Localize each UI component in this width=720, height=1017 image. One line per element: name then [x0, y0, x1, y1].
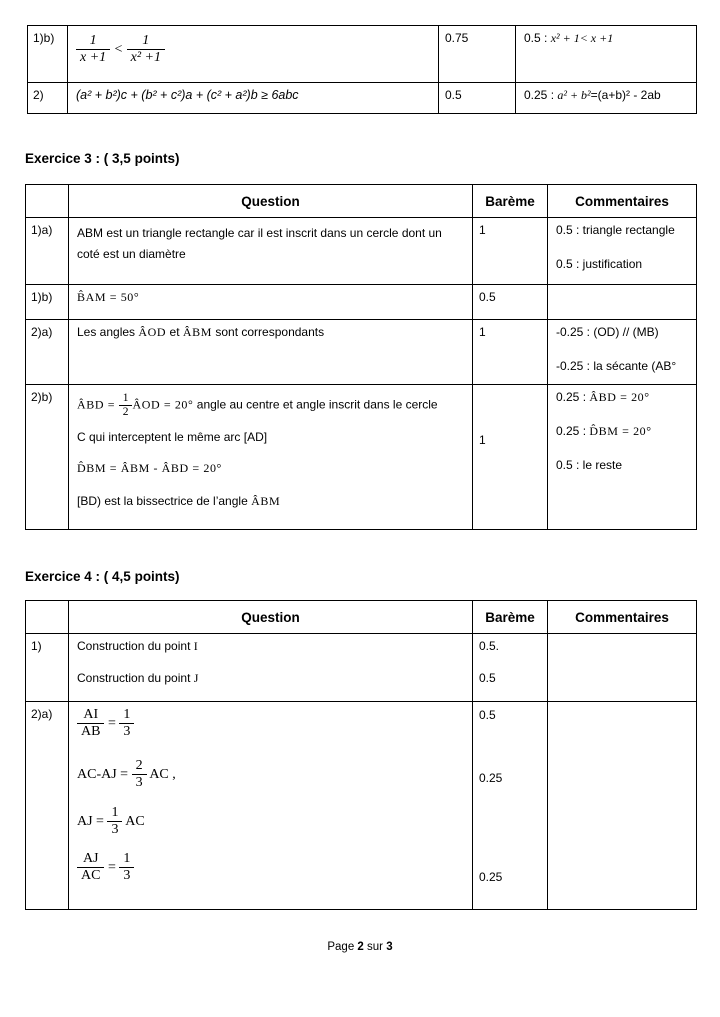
question-cell: [69, 385, 473, 530]
row-label: 1)b): [28, 26, 68, 83]
table-row: [26, 320, 697, 385]
fraction-left: $\frac{1}{x +1}$: [76, 33, 110, 66]
angle-name: ÂBM: [251, 494, 281, 509]
header-row: [26, 185, 697, 218]
exercise2-continuation-table: [27, 25, 697, 114]
point-letter: I: [193, 639, 198, 653]
row-label: 1): [26, 634, 69, 702]
point-letter: J: [193, 671, 199, 685]
comment-cell: [548, 702, 697, 910]
question-cell: [68, 26, 439, 83]
row-label: 2)a): [26, 320, 69, 385]
bareme-value: 0.25: [479, 771, 503, 785]
row-label: 1)b): [26, 285, 69, 320]
question-cell: [69, 285, 473, 320]
table-row: [26, 285, 697, 320]
question-cell: [69, 634, 473, 702]
inequality-formula: (a² + b²)c + (b² + c²)a + (c² + a²)b ≥ 6abc: [76, 88, 299, 102]
comment-cell: 0.25 : a² + b²=(a+b)² - 2ab: [516, 83, 697, 114]
table-row: [28, 83, 697, 114]
bareme-cell: [473, 702, 548, 910]
table-row: [28, 26, 697, 83]
bareme-value: 0.5: [479, 671, 496, 685]
exercise4-title: Exercice 4 : ( 4,5 points): [25, 569, 180, 584]
question-line: Construction du point J: [77, 671, 199, 685]
footer-text: sur: [367, 941, 384, 953]
formula-aj-ac: $\frac{AJ}{AC}$ = $\frac{1}{3}$: [77, 851, 464, 884]
row-label: 2)a): [26, 702, 69, 910]
formula-ai-ab: $\frac{AI}{AB}$ = $\frac{1}{3}$: [77, 707, 464, 740]
comment-line: 0.25 : ÂBD = 20°: [556, 390, 650, 404]
question-cell: [68, 83, 439, 114]
comment-cell: 0.5 : x² + 1< x +1: [516, 26, 697, 83]
question-line: Construction du point I: [77, 639, 198, 653]
question-line: C qui interceptent le même arc [AD]: [77, 430, 268, 445]
bareme-header: Barème: [473, 601, 548, 634]
question-header: Question: [69, 601, 473, 634]
header-row: [26, 601, 697, 634]
question-header: Question: [69, 185, 473, 218]
comment-cell: [548, 634, 697, 702]
row-label: 1)a): [26, 218, 69, 285]
comment-cell: [548, 218, 697, 285]
less-than-operator: <: [113, 41, 124, 57]
one-half-fraction: $\frac{1}{2}$: [119, 392, 133, 418]
bareme-header: Barème: [473, 185, 548, 218]
comment-line: 0.5 : justification: [556, 257, 643, 271]
bareme-cell: 0.75: [439, 26, 516, 83]
comment-line: 0.25 : D̂BM = 20°: [556, 424, 652, 438]
exercise3-table: [25, 184, 697, 530]
angle-equation-line: ÂBD = $\frac{1}{2}$ ÂOD = 20° angle au centre et angle inscrit dans le cercle: [77, 392, 438, 418]
empty-header-cell: [26, 601, 69, 634]
angle-equation: B̂AM = 50°: [77, 290, 140, 304]
footer-page-number: 2: [357, 941, 364, 953]
formula-aj: AJ = $\frac{1}{3}$ AC: [77, 805, 145, 838]
angle-equation-line: D̂BM = ÂBM - ÂBD = 20°: [77, 461, 222, 476]
comment-line: 0.5 : triangle rectangle: [556, 223, 675, 237]
comment-cell: [548, 285, 697, 320]
row-label: 2)b): [26, 385, 69, 530]
comments-header: Commentaires: [548, 601, 697, 634]
comment-line: -0.25 : la sécante (AB°: [556, 359, 677, 373]
footer-total-pages: 3: [386, 941, 393, 953]
bareme-cell: 1: [473, 320, 548, 385]
page-footer: [0, 941, 720, 953]
bareme-cell: [473, 634, 548, 702]
comment-line: 0.5 : le reste: [556, 458, 623, 472]
inequality-formula: [76, 33, 430, 66]
question-cell: ABM est un triangle rectangle car il est inscrit dans un cercle dont un coté est un diamètre: [69, 218, 473, 285]
question-line: [BD) est la bissectrice de l’angle ÂBM: [77, 494, 281, 509]
angle-name: ÂBM: [182, 325, 213, 339]
fraction-right: $\frac{1}{\text{x² +1}}$: [127, 33, 165, 66]
footer-text: Page: [327, 941, 355, 953]
bareme-value: 0.5: [479, 708, 496, 722]
exercise3-title: Exercice 3 : ( 3,5 points): [25, 151, 180, 166]
table-row: [26, 702, 697, 910]
question-cell: Les angles ÂOD et ÂBM sont correspondants: [69, 320, 473, 385]
angle-name: ÂOD: [138, 325, 167, 339]
comment-cell: [548, 385, 697, 530]
formula-ac-aj: AC-AJ = $\frac{2}{3}$ AC ,: [77, 758, 176, 791]
table-row: [26, 634, 697, 702]
bareme-cell: 0.5: [473, 285, 548, 320]
bareme-cell: 1: [473, 385, 548, 530]
empty-header-cell: [26, 185, 69, 218]
bareme-value: 0.5.: [479, 639, 500, 653]
bareme-cell: 0.5: [439, 83, 516, 114]
question-cell: [69, 702, 473, 910]
comment-cell: [548, 320, 697, 385]
exercise4-table: [25, 600, 697, 910]
bareme-value: 0.25: [479, 870, 503, 884]
row-label: 2): [28, 83, 68, 114]
table-row: [26, 385, 697, 530]
comments-header: Commentaires: [548, 185, 697, 218]
table-row: [26, 218, 697, 285]
comment-line: -0.25 : (OD) // (MB): [556, 325, 659, 339]
bareme-cell: 1: [473, 218, 548, 285]
